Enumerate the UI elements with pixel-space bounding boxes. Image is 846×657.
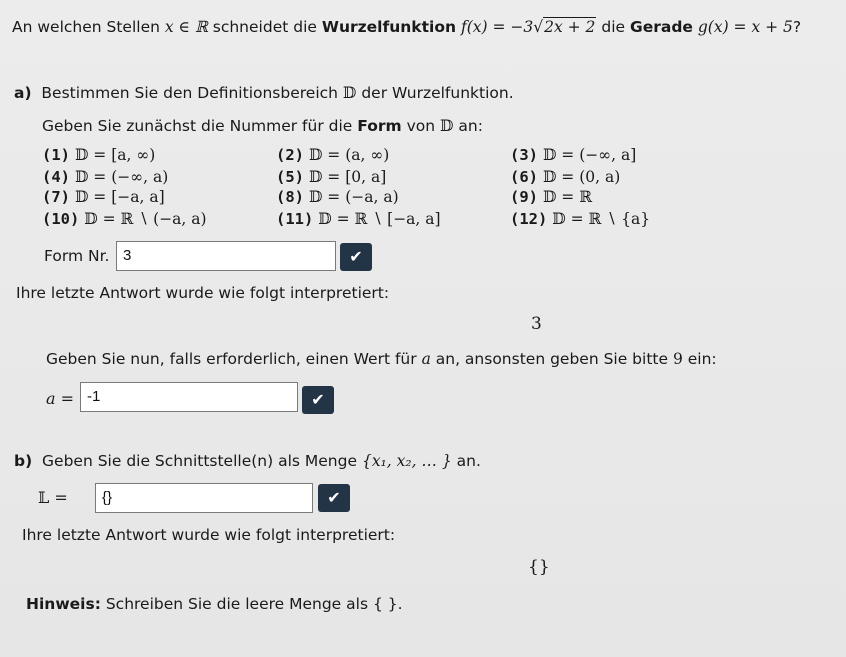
option-1: (1) 𝔻 = [a, ∞) [42,146,156,164]
interpretation-value-b: {} [528,557,550,577]
option-7: (7) 𝔻 = [−a, a] [42,188,165,206]
l-label: 𝕃 = [38,488,68,507]
a-value-input[interactable]: -1 [80,382,298,412]
question-text: An welchen Stellen x ∈ ℝ schneidet die Wurzelfunktion f(x) = −3√2x + 2 die Gerade g(x) = x + 5? [12,18,802,36]
interpretation-label-b: Ihre letzte Antwort wurde wie folgt interpretiert: [22,526,396,544]
option-3: (3) 𝔻 = (−∞, a] [510,146,637,164]
interpretation-label-a: Ihre letzte Antwort wurde wie folgt interpretiert: [16,284,390,302]
form-nr-check-button[interactable] [340,243,372,271]
option-9: (9) 𝔻 = ℝ [510,188,593,206]
option-5: (5) 𝔻 = [0, a] [276,168,387,186]
part-b-heading: b) Geben Sie die Schnittstelle(n) als Menge {x₁, x₂, … } an. [14,452,481,470]
hint: Hinweis: Schreiben Sie die leere Menge als { }. [26,595,403,613]
a-instruction: Geben Sie nun, falls erforderlich, einen Wert für a an, ansonsten geben Sie bitte 9 ein: [46,350,717,368]
form-nr-label: Form Nr. [44,247,110,265]
radicand: 2x + 2 [544,18,596,36]
form-nr-input[interactable]: 3 [116,241,336,271]
option-8: (8) 𝔻 = (−a, a) [276,188,399,206]
a-value-label: a = [46,389,75,408]
check-icon: ✔ [311,390,325,409]
check-icon: ✔ [349,247,363,266]
option-11: (11) 𝔻 = ℝ ∖ [−a, a] [276,210,441,228]
interpretation-value-a: 3 [531,314,542,334]
option-2: (2) 𝔻 = (a, ∞) [276,146,390,164]
l-value-check-button[interactable] [318,484,350,512]
option-10: (10) 𝔻 = ℝ ∖ (−a, a) [42,210,207,228]
a-value-check-button[interactable] [302,386,334,414]
option-6: (6) 𝔻 = (0, a) [510,168,621,186]
l-value-input[interactable]: {} [95,483,313,513]
check-icon: ✔ [327,488,341,507]
form-instruction: Geben Sie zunächst die Nummer für die Form von 𝔻 an: [42,117,483,135]
option-12: (12) 𝔻 = ℝ ∖ {a} [510,210,651,228]
part-a-heading: a) Bestimmen Sie den Definitionsbereich 𝔻 der Wurzelfunktion. [14,84,514,102]
option-4: (4) 𝔻 = (−∞, a) [42,168,169,186]
